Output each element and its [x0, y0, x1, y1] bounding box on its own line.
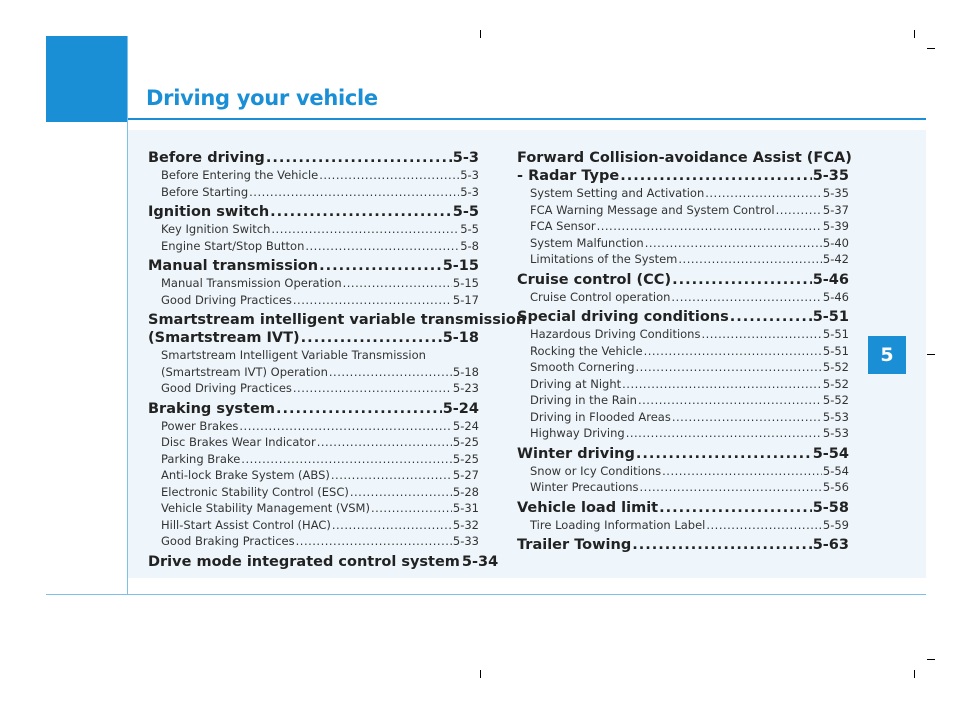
toc-subsection-entry[interactable] — [517, 235, 849, 252]
dot-leader — [329, 364, 452, 381]
dot-leader — [301, 329, 442, 347]
toc-page-number: 5-24 — [452, 418, 479, 433]
toc-entry-label: Vehicle Stability Management (VSM) — [161, 501, 370, 515]
toc-entry-label-line1: Forward Collision-avoidance Assist (FCA) — [517, 150, 852, 166]
dot-leader — [371, 500, 452, 517]
toc-subsection-entry[interactable] — [148, 380, 479, 397]
toc-section-entry[interactable] — [517, 271, 849, 289]
toc-subsection-entry[interactable] — [148, 451, 479, 468]
toc-section-entry[interactable] — [148, 400, 479, 418]
toc-subsection-entry[interactable] — [517, 425, 849, 442]
dot-leader — [597, 218, 822, 235]
toc-entry-label: Braking system — [148, 400, 275, 417]
dot-leader — [271, 221, 459, 238]
toc-subsection-entry[interactable] — [148, 517, 479, 534]
toc-entry-label: Smooth Cornering — [530, 360, 635, 374]
dot-leader — [620, 167, 811, 185]
dot-leader — [332, 517, 452, 534]
toc-page-number: 5-5 — [460, 222, 479, 236]
dot-leader — [678, 251, 822, 268]
toc-page-number: 5-46 — [822, 289, 849, 304]
dot-leader — [640, 479, 822, 496]
toc-section-entry[interactable] — [517, 499, 849, 517]
toc-entry-label: System Setting and Activation — [530, 186, 705, 200]
toc-entry-label: Winter Precautions — [530, 480, 639, 494]
toc-section-entry[interactable] — [517, 445, 849, 463]
dot-leader — [350, 484, 452, 501]
toc-subsection-entry[interactable] — [517, 463, 849, 480]
toc-subsection-entry[interactable] — [148, 467, 479, 484]
toc-page-number: 5-52 — [822, 360, 849, 374]
dot-leader — [706, 517, 822, 534]
toc-page-number: 5-5 — [452, 204, 479, 220]
toc-page-number: 5-46 — [812, 271, 849, 288]
page-title: Driving your vehicle — [146, 86, 378, 110]
toc-left-column — [148, 146, 527, 571]
toc-entry-label: Winter driving — [517, 445, 635, 462]
toc-entry-label: Limitations of the System — [530, 252, 678, 266]
toc-page-number: 5-58 — [812, 499, 849, 516]
toc-page-number: 5-56 — [822, 480, 849, 494]
toc-entry-label: Before Entering the Vehicle — [161, 168, 319, 182]
toc-page-number: 5-15 — [442, 258, 479, 274]
toc-subsection-entry[interactable] — [517, 326, 849, 343]
toc-entry-label: Driving in Flooded Areas — [530, 409, 671, 424]
dot-leader — [638, 392, 822, 409]
toc-right-column — [517, 146, 852, 554]
toc-page-number: 5-27 — [452, 468, 479, 482]
dot-leader — [343, 275, 452, 292]
dot-leader — [331, 467, 452, 484]
toc-entry-label: Special driving conditions — [517, 309, 729, 325]
dot-leader — [276, 400, 442, 418]
dot-leader — [239, 418, 451, 435]
toc-page-number: 5-35 — [812, 168, 849, 184]
dot-leader — [293, 292, 452, 309]
toc-entry-label: Drive mode integrated control system — [148, 553, 460, 570]
toc-entry-label: Driving at Night — [530, 376, 622, 391]
toc-entry-label: System Malfunction — [530, 235, 644, 250]
dot-leader — [266, 149, 452, 167]
toc-subsection-entry[interactable] — [517, 479, 849, 496]
toc-subsection-entry[interactable] — [148, 292, 479, 309]
dot-leader — [305, 238, 459, 255]
toc-subsection-entry[interactable] — [148, 500, 479, 517]
header-color-block — [46, 36, 128, 122]
toc-section-entry[interactable] — [148, 257, 479, 275]
toc-page-number: 5-25 — [452, 435, 479, 449]
toc-page-number: 5-51 — [822, 343, 849, 358]
toc-subsection-entry[interactable] — [517, 251, 849, 268]
toc-entry-label: Ignition switch — [148, 204, 270, 220]
toc-entry-label: Good Braking Practices — [161, 534, 295, 548]
toc-entry-label: Driving in the Rain — [530, 393, 637, 407]
toc-subsection-entry[interactable] — [517, 343, 849, 360]
toc-subsection-entry[interactable] — [148, 167, 479, 184]
toc-subsection-entry[interactable] — [148, 364, 479, 381]
toc-subsection-entry[interactable] — [148, 434, 479, 451]
toc-page-number: 5-59 — [822, 517, 849, 532]
toc-page-number: 5-15 — [452, 276, 479, 290]
toc-subsection-entry[interactable] — [148, 238, 479, 255]
toc-page-number: 5-40 — [822, 235, 849, 250]
toc-page-number: 5-34 — [461, 553, 499, 570]
toc-subsection-entry[interactable] — [517, 202, 849, 219]
toc-entry-label: Good Driving Practices — [161, 381, 292, 395]
toc-entry-label-line1: Smartstream intelligent variable transmission — [148, 312, 527, 328]
dot-leader — [730, 308, 812, 326]
toc-page-number: 5-32 — [452, 517, 479, 532]
dot-leader — [622, 376, 822, 393]
dot-leader — [671, 289, 821, 306]
crop-mark — [914, 670, 915, 678]
toc-entry-label: Power Brakes — [161, 418, 239, 433]
dot-leader — [776, 202, 822, 219]
toc-page-number: 5-3 — [460, 184, 479, 199]
toc-page-number: 5-24 — [442, 400, 479, 417]
dot-leader — [319, 167, 459, 184]
toc-entry-label: Disc Brakes Wear Indicator — [161, 435, 316, 449]
toc-page-number: 5-51 — [812, 309, 849, 325]
dot-leader — [701, 326, 821, 343]
dot-leader — [270, 203, 452, 221]
toc-page-number: 5-37 — [822, 202, 849, 217]
toc-page-number: 5-18 — [442, 330, 479, 346]
toc-page-number: 5-23 — [452, 381, 479, 395]
toc-subsection-entry[interactable] — [517, 185, 849, 202]
toc-entry-label: Manual transmission — [148, 258, 319, 274]
toc-subsection-entry[interactable] — [148, 275, 479, 292]
dot-leader — [636, 445, 812, 463]
toc-page-number: 5-52 — [822, 376, 849, 391]
dot-leader — [626, 425, 822, 442]
dot-leader — [659, 499, 812, 517]
toc-page-number: 5-42 — [822, 252, 849, 266]
dot-leader — [636, 359, 822, 376]
toc-subsection-entry[interactable] — [517, 359, 849, 376]
crop-mark — [914, 30, 915, 38]
toc-entry-label: Before Starting — [161, 184, 249, 199]
toc-entry-label: Highway Driving — [530, 426, 625, 440]
dot-leader — [319, 257, 442, 275]
toc-entry-label: Anti-lock Brake System (ABS) — [161, 468, 330, 482]
dot-leader — [249, 184, 459, 201]
dot-leader — [662, 463, 822, 480]
toc-entry-label: Vehicle load limit — [517, 499, 659, 516]
toc-page-number: 5-3 — [460, 168, 479, 182]
toc-page-number: 5-54 — [812, 445, 849, 462]
toc-section-entry[interactable] — [148, 149, 479, 167]
toc-entry-label: Cruise control (CC) — [517, 271, 672, 288]
toc-page-number: 5-33 — [452, 534, 479, 548]
toc-entry-label: Key Ignition Switch — [161, 222, 271, 236]
toc-section-entry[interactable] — [517, 308, 849, 326]
toc-subsection-entry[interactable] — [148, 184, 479, 201]
dot-leader — [293, 380, 452, 397]
toc-entry-label: Electronic Stability Control (ESC) — [161, 484, 349, 499]
toc-entry-label: (Smartstream IVT) — [148, 330, 300, 346]
dot-leader — [296, 533, 452, 550]
dot-leader — [632, 536, 812, 554]
dot-leader — [317, 434, 452, 451]
toc-page-number: 5-54 — [822, 463, 849, 478]
toc-page-number: 5-63 — [812, 537, 849, 553]
toc-page-number: 5-25 — [452, 451, 479, 466]
toc-entry-label: Cruise Control operation — [530, 289, 671, 304]
toc-subsection-entry[interactable] — [517, 409, 849, 426]
dot-leader — [705, 185, 822, 202]
toc-entry-label: Parking Brake — [161, 451, 241, 466]
toc-subsection-entry[interactable] — [517, 376, 849, 393]
toc-section-entry[interactable] — [148, 553, 499, 571]
toc-entry-label-line1: Smartstream Intelligent Variable Transmission — [161, 348, 426, 362]
toc-subsection-entry[interactable] — [517, 218, 849, 235]
toc-subsection-entry[interactable] — [148, 418, 479, 435]
toc-subsection-entry[interactable] — [517, 392, 849, 409]
chapter-tab[interactable]: 5 — [868, 336, 906, 374]
toc-page-number: 5-39 — [822, 219, 849, 233]
toc-entry-label: - Radar Type — [517, 168, 620, 184]
crop-mark — [927, 48, 935, 49]
title-underline — [128, 118, 926, 120]
toc-page-number: 5-28 — [452, 484, 479, 499]
toc-section-entry[interactable] — [517, 536, 849, 554]
toc-entry-label: Trailer Towing — [517, 537, 632, 553]
toc-page-number: 5-17 — [452, 292, 479, 307]
bottom-rule — [46, 594, 926, 595]
dot-leader — [644, 343, 822, 360]
toc-page-number: 5-18 — [452, 364, 479, 379]
toc-subsection-entry[interactable] — [517, 517, 849, 534]
toc-page-number: 5-52 — [822, 393, 849, 407]
toc-page-number: 5-31 — [452, 501, 479, 515]
dot-leader — [672, 409, 822, 426]
toc-page-number: 5-53 — [822, 426, 849, 440]
dot-leader — [241, 451, 452, 468]
toc-entry-label: Good Driving Practices — [161, 292, 292, 307]
toc-section-entry[interactable] — [517, 167, 849, 185]
toc-entry-label: Manual Transmission Operation — [161, 276, 342, 290]
toc-entry-label: FCA Warning Message and System Control — [530, 202, 775, 217]
toc-entry-label: Rocking the Vehicle — [530, 343, 643, 358]
toc-section-entry[interactable] — [148, 203, 479, 221]
dot-leader — [645, 235, 822, 252]
toc-page-number: 5-53 — [822, 409, 849, 424]
crop-mark — [480, 670, 481, 678]
toc-entry-label: (Smartstream IVT) Operation — [161, 364, 328, 379]
toc-entry-label: Snow or Icy Conditions — [530, 463, 662, 478]
toc-page-number: 5-8 — [460, 238, 479, 253]
toc-page-number: 5-3 — [452, 150, 479, 166]
toc-subsection-entry[interactable] — [148, 221, 479, 238]
toc-entry-label: Hazardous Driving Conditions — [530, 327, 701, 341]
toc-subsection-entry[interactable] — [517, 289, 849, 306]
toc-entry-label: Before driving — [148, 150, 265, 166]
toc-page-number: 5-35 — [822, 186, 849, 200]
toc-entry-label: Tire Loading Information Label — [530, 517, 706, 532]
toc-section-entry[interactable] — [148, 329, 479, 347]
toc-subsection-entry[interactable] — [148, 533, 479, 550]
crop-mark — [927, 659, 935, 660]
toc-subsection-entry[interactable] — [148, 484, 479, 501]
crop-mark — [480, 30, 481, 38]
dot-leader — [672, 271, 812, 289]
toc-entry-label: Engine Start/Stop Button — [161, 238, 305, 253]
crop-mark — [927, 354, 935, 355]
toc-page-number: 5-51 — [822, 327, 849, 341]
toc-entry-label: FCA Sensor — [530, 219, 596, 233]
toc-entry-label: Hill-Start Assist Control (HAC) — [161, 517, 331, 532]
